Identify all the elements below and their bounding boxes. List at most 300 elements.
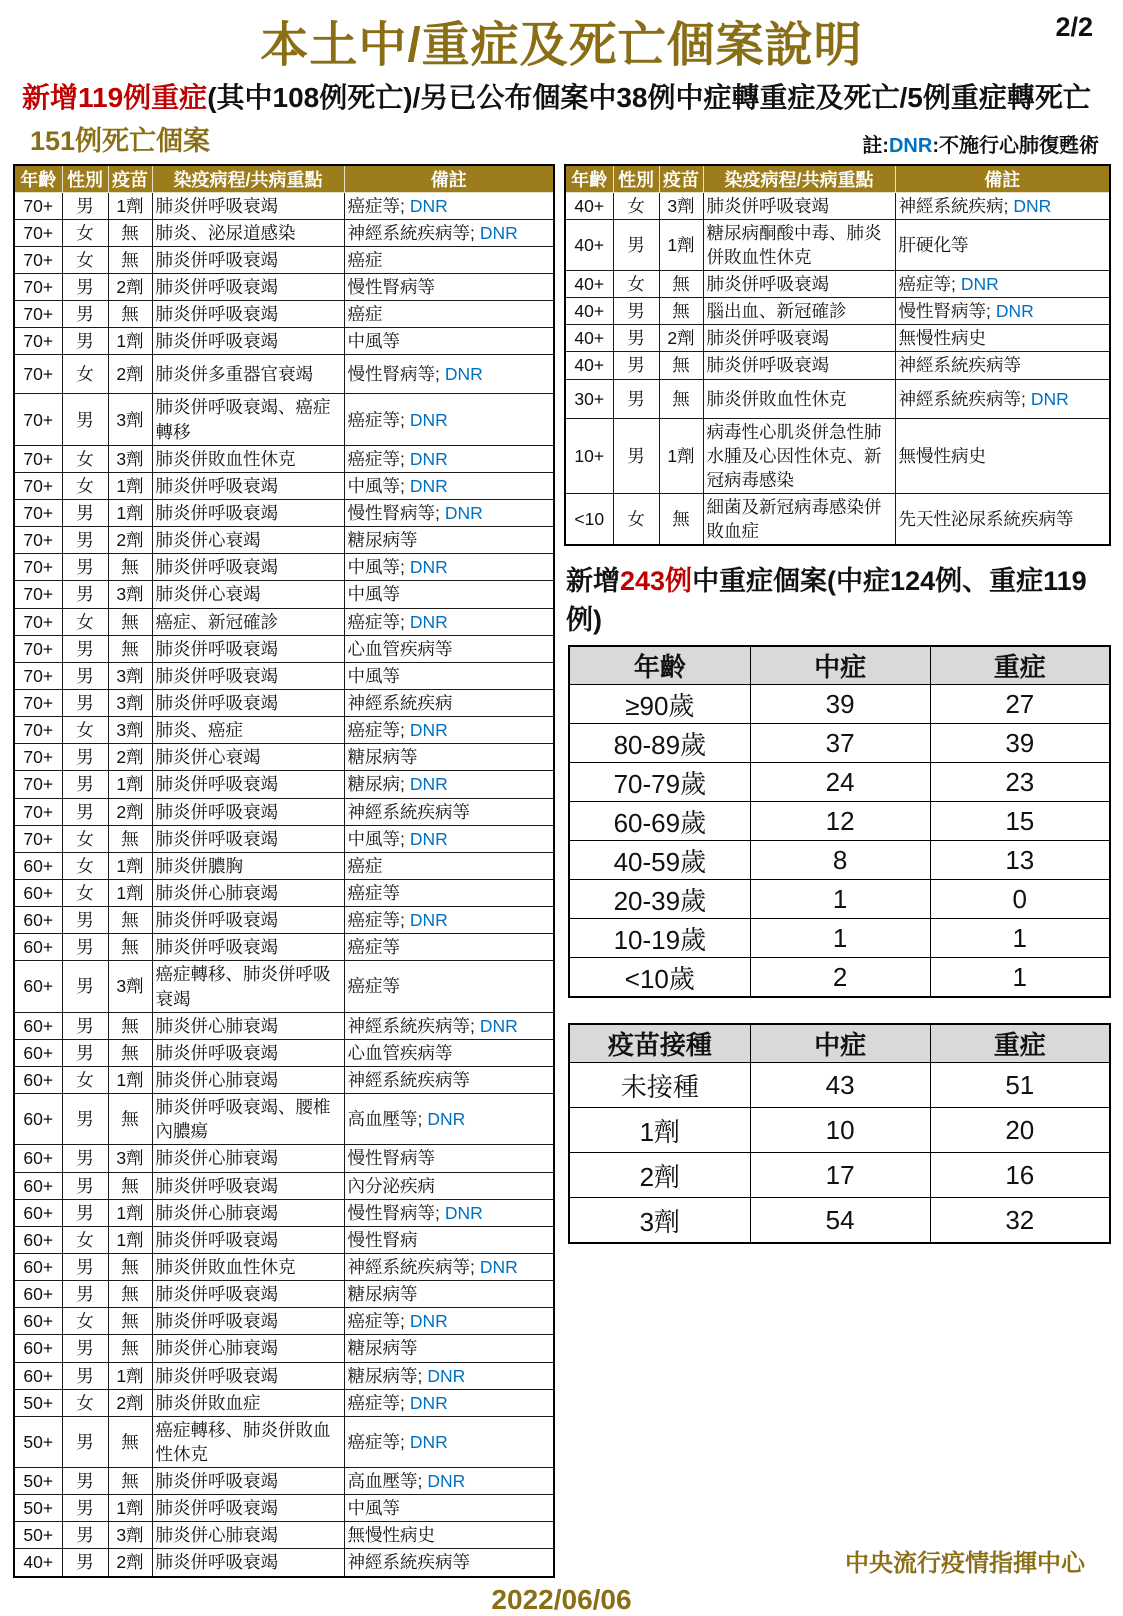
sex-cell: 女 bbox=[62, 445, 108, 472]
category-cell: 20-39歲 bbox=[569, 880, 750, 919]
course-cell: 癌症轉移、肺炎併呼吸衰竭 bbox=[152, 961, 344, 1012]
vaccine-cell: 無 bbox=[108, 1308, 152, 1335]
course-cell: 肺炎併呼吸衰竭 bbox=[152, 1039, 344, 1066]
severe-count-cell: 13 bbox=[930, 841, 1110, 880]
age-cell: 60+ bbox=[14, 1012, 62, 1039]
age-cell: 70+ bbox=[14, 355, 62, 394]
remark-cell: 中風等; DNR bbox=[344, 472, 554, 499]
age-cell: 60+ bbox=[14, 1145, 62, 1172]
age-cell: 70+ bbox=[14, 219, 62, 246]
vaccine-cell: 無 bbox=[108, 1468, 152, 1495]
severe-count-cell: 20 bbox=[930, 1108, 1110, 1153]
agency-name: 中央流行疫情指揮中心 bbox=[845, 1549, 1085, 1577]
sex-cell: 女 bbox=[613, 271, 659, 298]
category-cell: <10歲 bbox=[569, 958, 750, 998]
course-cell: 肺炎併呼吸衰竭 bbox=[703, 325, 895, 352]
case-row bbox=[565, 325, 1110, 352]
case-row bbox=[14, 879, 554, 906]
age-cell: 60+ bbox=[14, 934, 62, 961]
case-row bbox=[14, 1199, 554, 1226]
severe-count-cell: 27 bbox=[930, 685, 1110, 724]
remark-cell: 神經系統疾病; DNR bbox=[895, 192, 1110, 219]
dnr-label: DNR bbox=[479, 1256, 518, 1277]
dnr-label: DNR bbox=[444, 503, 483, 523]
age-cell: 50+ bbox=[14, 1522, 62, 1549]
remark-cell: 癌症 bbox=[344, 246, 554, 273]
sex-cell: 男 bbox=[62, 581, 108, 608]
age-cell: 50+ bbox=[14, 1495, 62, 1522]
sex-cell: 女 bbox=[62, 852, 108, 879]
left-column bbox=[13, 164, 555, 1578]
remark-cell: 癌症等; DNR bbox=[344, 717, 554, 744]
age-cell: 70+ bbox=[14, 717, 62, 744]
dnr-label: DNR bbox=[409, 828, 448, 849]
course-cell: 肺炎併呼吸衰竭 bbox=[152, 500, 344, 527]
age-cell: 70+ bbox=[14, 635, 62, 662]
dnr-label: DNR bbox=[409, 910, 448, 931]
case-row bbox=[14, 1416, 554, 1467]
case-row bbox=[14, 554, 554, 581]
remark-cell: 中風等 bbox=[344, 328, 554, 355]
age-cell: 60+ bbox=[14, 1281, 62, 1308]
case-row bbox=[14, 328, 554, 355]
moderate-count-cell: 1 bbox=[750, 919, 930, 958]
course-cell: 肺炎併呼吸衰竭 bbox=[152, 301, 344, 328]
course-cell: 肺炎併呼吸衰竭 bbox=[703, 352, 895, 379]
sex-cell: 男 bbox=[62, 1495, 108, 1522]
case-row bbox=[565, 379, 1110, 418]
age-cell: 70+ bbox=[14, 445, 62, 472]
course-cell: 肺炎併敗血症 bbox=[152, 1389, 344, 1416]
remark-cell: 神經系統疾病等; DNR bbox=[895, 379, 1110, 418]
vaccine-cell: 無 bbox=[108, 1253, 152, 1280]
dnr-footnote-suffix: :不施行心肺復甦術 bbox=[932, 134, 1099, 157]
stats-header-row bbox=[569, 1024, 1110, 1063]
age-cell: 70+ bbox=[14, 500, 62, 527]
vaccine-cell: 3劑 bbox=[108, 689, 152, 716]
course-cell: 肺炎併呼吸衰竭、癌症轉移 bbox=[152, 394, 344, 445]
course-cell: 肺炎併呼吸衰竭 bbox=[152, 635, 344, 662]
col-header-vaccine: 疫苗 bbox=[108, 165, 152, 193]
severe-count-cell: 51 bbox=[930, 1063, 1110, 1108]
vaccine-cell: 2劑 bbox=[108, 274, 152, 301]
remark-cell: 癌症等; DNR bbox=[344, 907, 554, 934]
remark-cell: 無慢性病史 bbox=[344, 1522, 554, 1549]
col-header-sex: 性別 bbox=[62, 165, 108, 193]
vaccine-cell: 無 bbox=[108, 301, 152, 328]
sex-cell: 女 bbox=[62, 1308, 108, 1335]
vaccine-cell: 1劑 bbox=[108, 500, 152, 527]
vaccine-cell: 無 bbox=[659, 271, 703, 298]
dnr-label: DNR bbox=[427, 1109, 466, 1130]
vaccine-cell: 無 bbox=[108, 246, 152, 273]
sex-cell: 男 bbox=[62, 1172, 108, 1199]
vaccine-cell: 無 bbox=[108, 1281, 152, 1308]
remark-cell: 神經系統疾病等 bbox=[895, 352, 1110, 379]
sex-cell: 女 bbox=[62, 1226, 108, 1253]
vaccine-cell: 3劑 bbox=[108, 1145, 152, 1172]
sex-cell: 男 bbox=[62, 1199, 108, 1226]
subtitle-new-severe-count: 新增119例重症 bbox=[22, 82, 208, 113]
vaccine-cell: 1劑 bbox=[659, 219, 703, 270]
sex-cell: 男 bbox=[62, 274, 108, 301]
remark-cell: 癌症 bbox=[344, 301, 554, 328]
age-cell: 70+ bbox=[14, 825, 62, 852]
dnr-label: DNR bbox=[409, 611, 448, 632]
sex-cell: 男 bbox=[62, 527, 108, 554]
age-cell: 70+ bbox=[14, 246, 62, 273]
age-cell: 60+ bbox=[14, 879, 62, 906]
remark-cell: 中風等 bbox=[344, 662, 554, 689]
vaccine-cell: 3劑 bbox=[108, 445, 152, 472]
course-cell: 肺炎併心肺衰竭 bbox=[152, 1012, 344, 1039]
col-header-remark: 備註 bbox=[895, 165, 1110, 193]
vaccine-cell: 1劑 bbox=[108, 192, 152, 219]
sex-cell: 女 bbox=[62, 879, 108, 906]
sex-cell: 男 bbox=[62, 771, 108, 798]
case-row bbox=[14, 608, 554, 635]
col-header-remark: 備註 bbox=[344, 165, 554, 193]
vaccine-cell: 3劑 bbox=[108, 394, 152, 445]
case-row bbox=[14, 500, 554, 527]
sex-cell: 女 bbox=[62, 825, 108, 852]
vaccine-cell: 無 bbox=[108, 934, 152, 961]
remark-cell: 慢性腎病等; DNR bbox=[344, 500, 554, 527]
vaccine-cell: 無 bbox=[108, 907, 152, 934]
sex-cell: 男 bbox=[613, 325, 659, 352]
case-row bbox=[14, 1226, 554, 1253]
severe-count-cell: 39 bbox=[930, 724, 1110, 763]
vaccine-cell: 2劑 bbox=[108, 744, 152, 771]
course-cell: 肺炎併呼吸衰竭 bbox=[152, 1172, 344, 1199]
case-row bbox=[14, 1389, 554, 1416]
col-header-age-group: 年齡 bbox=[569, 646, 750, 685]
vaccine-cell: 2劑 bbox=[108, 798, 152, 825]
vaccine-cell: 1劑 bbox=[108, 771, 152, 798]
moderate-count-cell: 43 bbox=[750, 1063, 930, 1108]
course-cell: 肺炎併呼吸衰竭 bbox=[152, 246, 344, 273]
vaccine-cell: 無 bbox=[108, 1416, 152, 1467]
course-cell: 肺炎併呼吸衰竭 bbox=[703, 192, 895, 219]
severe-count-cell: 1 bbox=[930, 958, 1110, 998]
sex-cell: 女 bbox=[62, 1389, 108, 1416]
vaccine-cell: 3劑 bbox=[659, 192, 703, 219]
sex-cell: 男 bbox=[613, 379, 659, 418]
death-cases-table-right bbox=[564, 164, 1111, 547]
case-row bbox=[14, 934, 554, 961]
course-cell: 腦出血、新冠確診 bbox=[703, 298, 895, 325]
age-cell: 60+ bbox=[14, 1039, 62, 1066]
dnr-label: DNR bbox=[409, 774, 448, 795]
case-row bbox=[14, 662, 554, 689]
course-cell: 肺炎併心肺衰竭 bbox=[152, 879, 344, 906]
case-row bbox=[14, 1012, 554, 1039]
vaccine-cell: 無 bbox=[659, 298, 703, 325]
course-cell: 肺炎併呼吸衰竭 bbox=[152, 689, 344, 716]
dnr-label: DNR bbox=[409, 448, 448, 469]
age-cell: 40+ bbox=[565, 219, 613, 270]
remark-cell: 中風等 bbox=[344, 581, 554, 608]
course-cell: 肺炎併呼吸衰竭 bbox=[152, 1308, 344, 1335]
sex-cell: 女 bbox=[62, 608, 108, 635]
case-row bbox=[14, 1522, 554, 1549]
course-cell: 細菌及新冠病毒感染併敗血症 bbox=[703, 494, 895, 546]
dnr-label: DNR bbox=[479, 222, 518, 243]
remark-cell: 心血管疾病等 bbox=[344, 1039, 554, 1066]
case-row bbox=[14, 1039, 554, 1066]
vaccine-cell: 2劑 bbox=[108, 355, 152, 394]
course-cell: 肺炎、癌症 bbox=[152, 717, 344, 744]
remark-cell: 癌症等; DNR bbox=[344, 394, 554, 445]
col-header-course: 染疫病程/共病重點 bbox=[152, 165, 344, 193]
age-cell: 70+ bbox=[14, 554, 62, 581]
sex-cell: 男 bbox=[62, 1468, 108, 1495]
remark-cell: 癌症等; DNR bbox=[344, 445, 554, 472]
sex-cell: 男 bbox=[62, 394, 108, 445]
moderate-count-cell: 54 bbox=[750, 1198, 930, 1244]
course-cell: 癌症、新冠確診 bbox=[152, 608, 344, 635]
sex-cell: 女 bbox=[62, 355, 108, 394]
vaccine-cell: 3劑 bbox=[108, 581, 152, 608]
age-cell: 70+ bbox=[14, 662, 62, 689]
age-cell: 70+ bbox=[14, 744, 62, 771]
remark-cell: 神經系統疾病等 bbox=[344, 1549, 554, 1577]
remark-cell: 中風等; DNR bbox=[344, 825, 554, 852]
sex-cell: 男 bbox=[62, 907, 108, 934]
case-row bbox=[14, 1549, 554, 1577]
case-table-header-row bbox=[14, 165, 554, 193]
sex-cell: 男 bbox=[62, 1335, 108, 1362]
course-cell: 肺炎併呼吸衰竭 bbox=[152, 1362, 344, 1389]
remark-cell: 癌症等; DNR bbox=[895, 271, 1110, 298]
vaccine-stats-table bbox=[568, 1023, 1111, 1244]
category-cell: 2劑 bbox=[569, 1153, 750, 1198]
course-cell: 肺炎併呼吸衰竭 bbox=[152, 934, 344, 961]
case-row bbox=[14, 744, 554, 771]
death-cases-table-left bbox=[13, 164, 555, 1578]
course-cell: 肺炎併呼吸衰竭 bbox=[152, 1468, 344, 1495]
remark-cell: 癌症 bbox=[344, 852, 554, 879]
remark-cell: 神經系統疾病等 bbox=[344, 1066, 554, 1093]
course-cell: 肺炎併呼吸衰竭 bbox=[152, 328, 344, 355]
remark-cell: 糖尿病; DNR bbox=[344, 771, 554, 798]
heading-suffix: 中重症個案(中症124例、重症119例) bbox=[566, 566, 1087, 636]
age-cell: 60+ bbox=[14, 1066, 62, 1093]
case-row bbox=[14, 1362, 554, 1389]
age-cell: 40+ bbox=[565, 352, 613, 379]
vaccine-cell: 無 bbox=[108, 219, 152, 246]
sex-cell: 男 bbox=[62, 1039, 108, 1066]
vaccine-cell: 1劑 bbox=[108, 1495, 152, 1522]
severe-count-cell: 23 bbox=[930, 763, 1110, 802]
case-row bbox=[565, 298, 1110, 325]
age-cell: 70+ bbox=[14, 472, 62, 499]
dnr-label: DNR bbox=[427, 1471, 466, 1492]
remark-cell: 中風等; DNR bbox=[344, 554, 554, 581]
case-row bbox=[14, 852, 554, 879]
subtitle-detail: (其中108例死亡)/另已公布個案中38例中症轉重症及死亡/5例重症轉死亡 bbox=[207, 82, 1091, 113]
sex-cell: 女 bbox=[613, 494, 659, 546]
moderate-count-cell: 1 bbox=[750, 880, 930, 919]
course-cell: 肺炎併心肺衰竭 bbox=[152, 1066, 344, 1093]
vaccine-cell: 1劑 bbox=[108, 328, 152, 355]
age-cell: <10 bbox=[565, 494, 613, 546]
report-date: 2022/06/06 bbox=[491, 1583, 632, 1615]
course-cell: 肺炎併呼吸衰竭 bbox=[152, 472, 344, 499]
age-stats-table bbox=[568, 645, 1111, 998]
remark-cell: 內分泌疾病 bbox=[344, 1172, 554, 1199]
dnr-label: DNR bbox=[409, 1392, 448, 1413]
case-row bbox=[14, 1253, 554, 1280]
stats-row bbox=[569, 841, 1110, 880]
severe-count-cell: 15 bbox=[930, 802, 1110, 841]
case-row bbox=[14, 717, 554, 744]
case-row bbox=[14, 1495, 554, 1522]
remark-cell: 慢性腎病等 bbox=[344, 274, 554, 301]
course-cell: 肺炎併呼吸衰竭、腰椎內膿瘍 bbox=[152, 1094, 344, 1145]
moderate-severe-heading bbox=[566, 559, 1111, 637]
age-cell: 50+ bbox=[14, 1468, 62, 1495]
dnr-footnote-prefix: 註: bbox=[862, 134, 889, 157]
course-cell: 肺炎併心肺衰竭 bbox=[152, 1335, 344, 1362]
age-cell: 60+ bbox=[14, 1362, 62, 1389]
dnr-label: DNR bbox=[409, 409, 448, 430]
case-row bbox=[565, 494, 1110, 546]
age-cell: 40+ bbox=[565, 271, 613, 298]
course-cell: 肺炎併呼吸衰竭 bbox=[152, 1549, 344, 1577]
category-cell: 40-59歲 bbox=[569, 841, 750, 880]
course-cell: 肺炎併心肺衰竭 bbox=[152, 1199, 344, 1226]
category-cell: 1劑 bbox=[569, 1108, 750, 1153]
remark-cell: 糖尿病等 bbox=[344, 1281, 554, 1308]
sex-cell: 男 bbox=[62, 961, 108, 1012]
age-cell: 70+ bbox=[14, 608, 62, 635]
age-cell: 50+ bbox=[14, 1416, 62, 1467]
remark-cell: 慢性腎病等; DNR bbox=[344, 355, 554, 394]
age-cell: 10+ bbox=[565, 418, 613, 493]
vaccine-cell: 無 bbox=[659, 494, 703, 546]
severe-count-cell: 1 bbox=[930, 919, 1110, 958]
right-column bbox=[564, 164, 1111, 1578]
col-header-course: 染疫病程/共病重點 bbox=[703, 165, 895, 193]
sex-cell: 女 bbox=[62, 472, 108, 499]
dnr-label: DNR bbox=[409, 1311, 448, 1332]
case-row bbox=[14, 825, 554, 852]
remark-cell: 糖尿病等 bbox=[344, 1335, 554, 1362]
case-row bbox=[14, 246, 554, 273]
age-cell: 60+ bbox=[14, 961, 62, 1012]
remark-cell: 先天性泌尿系統疾病等 bbox=[895, 494, 1110, 546]
case-row bbox=[14, 472, 554, 499]
age-cell: 60+ bbox=[14, 1308, 62, 1335]
course-cell: 肺炎併敗血性休克 bbox=[703, 379, 895, 418]
case-row bbox=[14, 355, 554, 394]
vaccine-cell: 無 bbox=[108, 1172, 152, 1199]
col-header-vaccine: 疫苗 bbox=[659, 165, 703, 193]
case-row bbox=[14, 1468, 554, 1495]
sex-cell: 女 bbox=[62, 246, 108, 273]
sex-cell: 男 bbox=[62, 798, 108, 825]
age-cell: 70+ bbox=[14, 274, 62, 301]
age-cell: 60+ bbox=[14, 1335, 62, 1362]
sex-cell: 男 bbox=[613, 352, 659, 379]
stats-row bbox=[569, 880, 1110, 919]
age-cell: 70+ bbox=[14, 527, 62, 554]
dnr-label: DNR bbox=[444, 1202, 483, 1223]
remark-cell: 糖尿病等 bbox=[344, 527, 554, 554]
age-cell: 70+ bbox=[14, 394, 62, 445]
remark-cell: 癌症等 bbox=[344, 961, 554, 1012]
sex-cell: 男 bbox=[62, 744, 108, 771]
course-cell: 肺炎併呼吸衰竭 bbox=[152, 554, 344, 581]
age-cell: 70+ bbox=[14, 301, 62, 328]
sex-cell: 女 bbox=[613, 192, 659, 219]
age-cell: 60+ bbox=[14, 1253, 62, 1280]
case-table-header-row bbox=[565, 165, 1110, 193]
course-cell: 肺炎併心衰竭 bbox=[152, 527, 344, 554]
case-row bbox=[565, 418, 1110, 493]
vaccine-cell: 無 bbox=[108, 608, 152, 635]
sex-cell: 男 bbox=[62, 635, 108, 662]
stats-row bbox=[569, 1063, 1110, 1108]
category-cell: 10-19歲 bbox=[569, 919, 750, 958]
course-cell: 肺炎併呼吸衰竭 bbox=[152, 1226, 344, 1253]
case-row bbox=[14, 771, 554, 798]
course-cell: 癌症轉移、肺炎併敗血性休克 bbox=[152, 1416, 344, 1467]
moderate-count-cell: 8 bbox=[750, 841, 930, 880]
case-row bbox=[14, 961, 554, 1012]
severe-count-cell: 16 bbox=[930, 1153, 1110, 1198]
course-cell: 肺炎併呼吸衰竭 bbox=[152, 825, 344, 852]
course-cell: 肺炎、泌尿道感染 bbox=[152, 219, 344, 246]
sex-cell: 女 bbox=[62, 219, 108, 246]
sex-cell: 男 bbox=[62, 554, 108, 581]
age-cell: 50+ bbox=[14, 1389, 62, 1416]
remark-cell: 高血壓等; DNR bbox=[344, 1094, 554, 1145]
remark-cell: 慢性腎病 bbox=[344, 1226, 554, 1253]
dnr-label: DNR bbox=[1030, 388, 1069, 409]
case-row bbox=[14, 907, 554, 934]
age-cell: 40+ bbox=[14, 1549, 62, 1577]
dnr-label: DNR bbox=[427, 1365, 466, 1386]
case-row bbox=[14, 192, 554, 219]
dnr-label: DNR bbox=[444, 364, 483, 385]
case-row bbox=[14, 581, 554, 608]
remark-cell: 神經系統疾病 bbox=[344, 689, 554, 716]
col-header-moderate: 中症 bbox=[750, 1024, 930, 1063]
course-cell: 肺炎併呼吸衰竭 bbox=[152, 1281, 344, 1308]
dnr-label: DNR bbox=[409, 1431, 448, 1452]
category-cell: 70-79歲 bbox=[569, 763, 750, 802]
age-cell: 40+ bbox=[565, 298, 613, 325]
sex-cell: 女 bbox=[62, 717, 108, 744]
case-row bbox=[14, 527, 554, 554]
remark-cell: 癌症等; DNR bbox=[344, 1308, 554, 1335]
remark-cell: 神經系統疾病等; DNR bbox=[344, 1253, 554, 1280]
remark-cell: 糖尿病等; DNR bbox=[344, 1362, 554, 1389]
sex-cell: 男 bbox=[62, 1145, 108, 1172]
remark-cell: 無慢性病史 bbox=[895, 325, 1110, 352]
case-row bbox=[14, 1145, 554, 1172]
vaccine-cell: 無 bbox=[108, 1094, 152, 1145]
course-cell: 肺炎併心衰竭 bbox=[152, 744, 344, 771]
case-row bbox=[565, 219, 1110, 270]
remark-cell: 慢性腎病等; DNR bbox=[344, 1199, 554, 1226]
sex-cell: 男 bbox=[62, 1549, 108, 1577]
page-title: 本土中/重症及死亡個案說明 bbox=[260, 19, 863, 72]
vaccine-cell: 1劑 bbox=[108, 1199, 152, 1226]
col-header-moderate: 中症 bbox=[750, 646, 930, 685]
